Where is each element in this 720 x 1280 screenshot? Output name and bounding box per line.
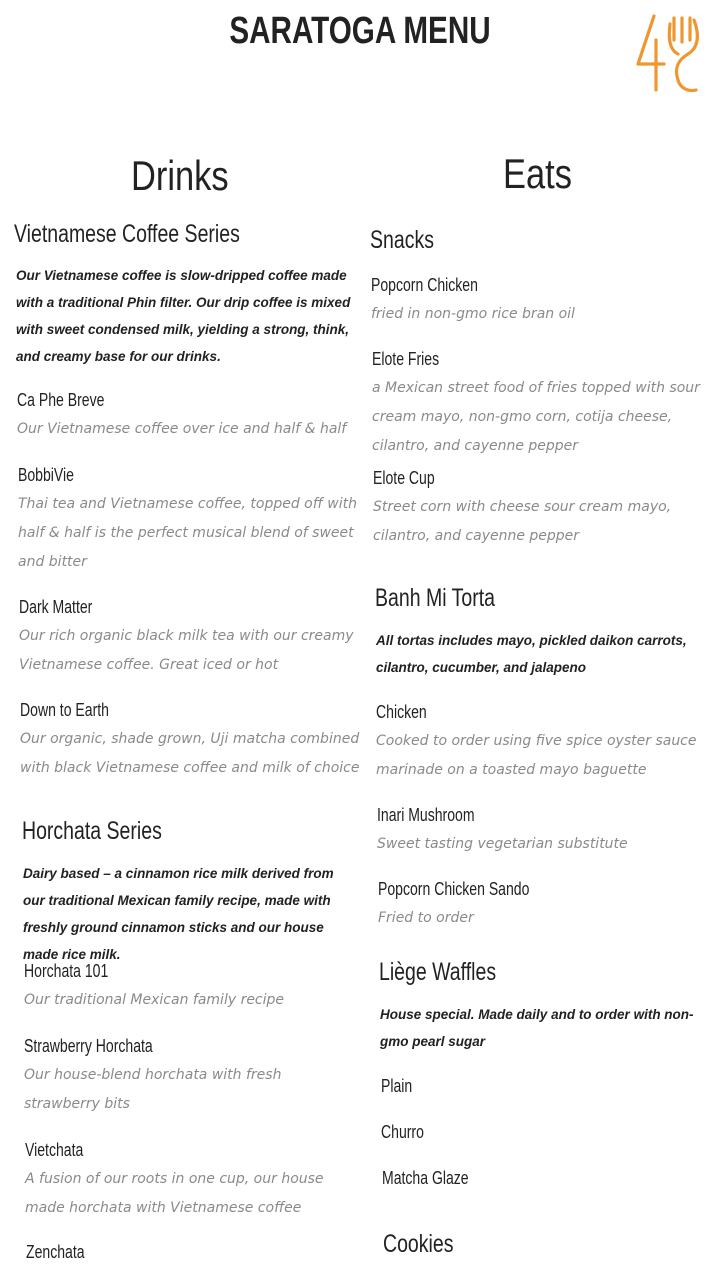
menu-item-name: Matcha Glaze [382,1168,469,1188]
menu-item-name: Horchata 101 [24,961,109,981]
drinks-heading: Drinks [131,152,229,199]
menu-item-description: Our house-blend horchata with fresh strawberry bits [24,1067,282,1112]
menu-item-name: Vietchata [25,1140,84,1160]
menu-item-description: Thai tea and Vietnamese coffee, topped off with half & half is the perfect musical blend of sweet and bitter [18,496,357,570]
menu-item-name: Down to Earth [20,700,109,720]
eats-heading: Eats [503,150,572,197]
menu-item-description: Our traditional Mexican family recipe [24,992,285,1008]
menu-item-name: Popcorn Chicken Sando [378,879,530,899]
menu-item-name: Chicken [376,702,427,722]
snacks-heading: Snacks [370,226,434,254]
banh-mi-note: All tortas includes mayo, pickled daikon carrots, cilantro, cucumber, and jalapeno [376,633,687,675]
vietnamese-coffee-note: Our Vietnamese coffee is slow-dripped coffee made with a traditional Phin filter. Our drip coffee is mixed with sweet condensed milk, yielding a strong, think, and creamy base for our drinks. [16,268,351,364]
waffles-note: House special. Made daily and to order with non-gmo pearl sugar [380,1007,694,1049]
menu-item-description: fried in non-gmo rice bran oil [371,306,575,322]
menu-item-description: Our Vietnamese coffee over ice and half & half [17,421,347,437]
menu-item-description: Fried to order [378,910,474,926]
menu-item-name: Strawberry Horchata [24,1036,153,1056]
fork-4s-logo-icon [630,10,706,94]
menu-item-name: BobbiVie [18,465,74,485]
menu-item-name: Plain [381,1076,413,1096]
menu-item-description: A fusion of our roots in one cup, our house made horchata with Vietnamese coffee [25,1171,324,1216]
menu-item-name: Ca Phe Breve [17,390,105,410]
menu-item-description: Sweet tasting vegetarian substitute [377,836,628,852]
horchata-series-heading: Horchata Series [22,817,162,845]
menu-item-description: Cooked to order using five spice oyster sauce marinade on a toasted mayo baguette [376,733,697,778]
menu-item-name: Elote Fries [372,349,440,369]
cookies-heading: Cookies [383,1230,454,1258]
page-title: SARATOGA MENU [229,10,491,52]
menu-item-name: Elote Cup [373,468,435,488]
menu-item-description: a Mexican street food of fries topped with sour cream mayo, non-gmo corn, cotija cheese, cilantro, and cayenne pepper [372,380,700,454]
menu-item-description: Street corn with cheese sour cream mayo, cilantro, and cayenne pepper [373,499,672,544]
menu-item-description: Our rich organic black milk tea with our creamy Vietnamese coffee. Great iced or hot [19,628,354,673]
menu-item-name: Dark Matter [19,597,93,617]
menu-item-name: Inari Mushroom [377,805,475,825]
liege-waffles-heading: Liège Waffles [379,958,497,986]
menu-item-name: Zenchata [26,1242,85,1262]
banh-mi-torta-heading: Banh Mi Torta [375,584,495,612]
horchata-note: Dairy based – a cinnamon rice milk derived from our traditional Mexican family recipe, made with freshly ground cinnamon sticks and our house made rice milk. [23,866,334,962]
vietnamese-coffee-series-heading: Vietnamese Coffee Series [14,220,240,248]
menu-item-name: Popcorn Chicken [371,275,478,295]
menu-item-description: Our organic, shade grown, Uji matcha combined with black Vietnamese coffee and milk of choice [20,731,360,776]
menu-item-name: Churro [381,1122,424,1142]
